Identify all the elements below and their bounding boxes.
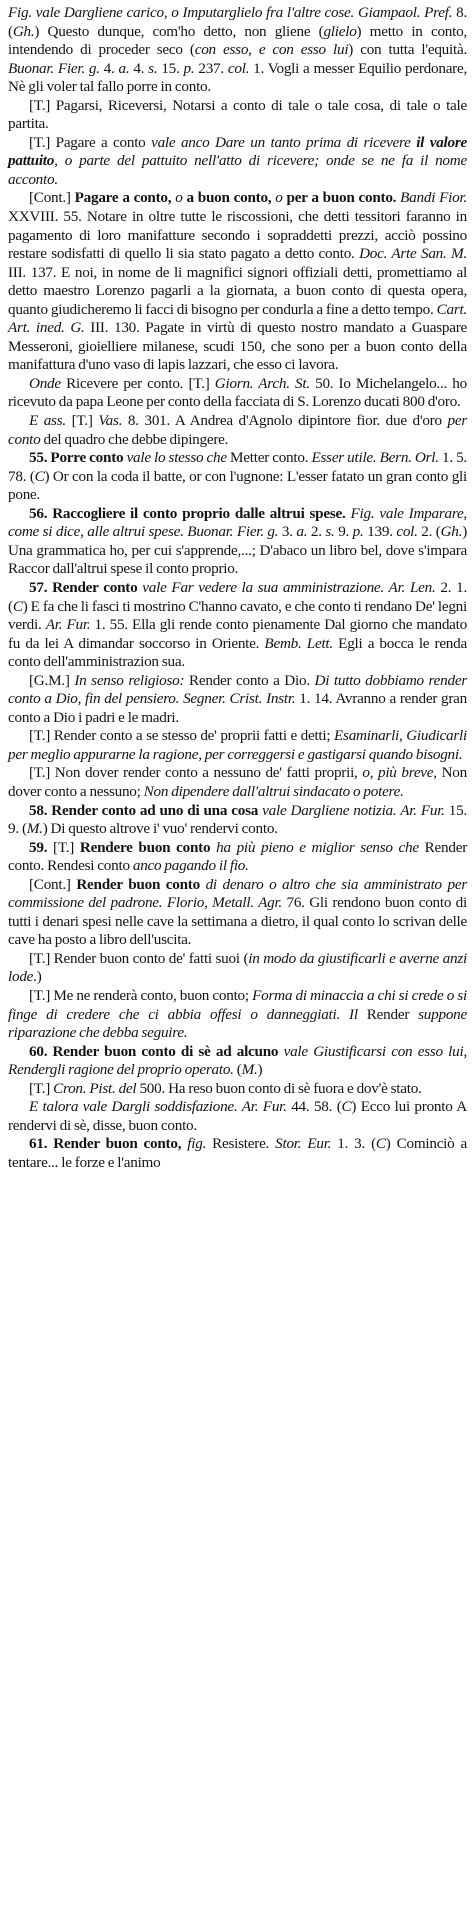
text-run: 2. ( — [417, 523, 441, 541]
text-run: per a buon conto. — [282, 189, 401, 207]
text-run: 1. 55. Ella gli rende conto pienamente Dal giorno che mandato fu da lei A dimandar soccorso in Oriente. — [8, 616, 467, 652]
text-run: Non dipendere dall'altrui sindacato o potere. — [143, 782, 404, 800]
text-run: [Cont.] — [29, 875, 77, 893]
text-run: 3. — [278, 523, 297, 541]
text-run: o — [175, 189, 183, 207]
text-run: glielo — [323, 22, 357, 40]
text-run: C — [12, 597, 23, 615]
text-run: Bandi Fior. — [400, 189, 467, 207]
text-run: ) — [257, 1061, 263, 1079]
text-run: Fig. vale Dargliene carico, o Imputarglielo fra l'altre cose. Giampaol. Pref. — [8, 4, 453, 21]
text-run: Di tutto dobbiamo render conto a Dio, fin del pensiero. Segner. Crist. Instr. — [8, 671, 467, 708]
entry-paragraph — [8, 672, 467, 728]
text-run: [T.] — [53, 838, 80, 856]
text-run: Fig. vale Imparare, come si dice, alle altrui spese. Buonar. Fier. g. — [8, 504, 467, 541]
text-run: suppone riparazione che debba seguire. — [8, 1005, 467, 1042]
entry-paragraph — [8, 876, 467, 950]
entry-paragraph — [8, 727, 467, 764]
text-run: col. — [227, 59, 250, 77]
text-run: 57. Render conto — [29, 578, 143, 596]
text-run: , Non dover conto a nessuno; — [8, 764, 467, 800]
text-run: Ricevere per conto. [T.] — [60, 374, 215, 392]
entry-paragraph — [8, 134, 467, 190]
entry-paragraph — [8, 839, 467, 876]
text-run: Ar. Fur. — [45, 616, 91, 634]
text-run: p. — [352, 523, 364, 541]
text-run: III. 137. E noi, in nome de li magnifici signori offiziali detti, promettiamo al detto maestro Lorenzo pagarli a la giornata, a buon conto di questa opera, quanto giudicheremo li facci di bisogno per condurla a fine a detto tempo. — [8, 263, 467, 318]
text-run: 44. 58. ( — [286, 1098, 342, 1116]
text-run: [T.] Pagare a conto — [29, 133, 152, 151]
text-run: ) Or con la coda il batte, or con l'ugnone: L'esser fatato un gran conto gli pone. — [8, 467, 467, 504]
text-run: [Cont.] — [29, 189, 75, 207]
entry-paragraph — [8, 1098, 467, 1135]
text-run: 1. 14. Avranno a render gran conto a Dio i padri e le madri. — [8, 690, 467, 726]
text-run: Giorn. Arch. St. — [214, 374, 310, 392]
text-run: o, più breve — [362, 764, 434, 782]
text-run: a. — [296, 523, 308, 541]
text-run: vale lo stesso che — [126, 449, 227, 467]
text-run: 9. — [334, 523, 353, 541]
text-run: M. — [26, 820, 43, 838]
text-run: [T.] — [29, 1079, 54, 1097]
text-run: Vas. — [98, 412, 123, 430]
text-run: s. — [325, 523, 335, 541]
text-run: E talora vale Dargli soddisfazione. Ar. Fur. — [29, 1098, 287, 1116]
entry-paragraph — [8, 1135, 467, 1172]
entry-paragraph — [8, 97, 467, 134]
text-run: Render buon conto — [76, 875, 206, 893]
text-run: 15. 9. ( — [8, 801, 468, 838]
text-run: Onde — [29, 374, 61, 392]
text-run: 2. 1. ( — [8, 578, 468, 615]
text-run: 61. Render buon conto, — [29, 1135, 188, 1153]
text-run: 8. ( — [8, 4, 468, 40]
text-run: Metter conto. — [226, 449, 312, 467]
entry-paragraph — [8, 802, 467, 839]
text-run: 2. — [307, 523, 326, 541]
text-run: III. 130. Pagate in virtù di questo nostro mandato a Guaspare Messeroni, gioielliere milanese, scudi 150, che sono per a buon conto della manifattura d'uno vaso di lapis lazzari, che esso ci lavora. — [8, 319, 467, 374]
entry-paragraph — [8, 764, 467, 801]
text-run: C — [375, 1135, 386, 1153]
text-run: del quadro che debbe dipingere. — [40, 430, 229, 448]
text-run: 56. Raccogliere il conto proprio dalle altrui spese. — [29, 504, 351, 522]
text-run: di denaro o altro che sia amministrato per commissione del padrone. Florio, Metall. Agr. — [8, 875, 467, 912]
entry-paragraph — [8, 4, 467, 97]
text-run: [T.] Pagarsi, Riceversi, Notarsi a conto di tale o tale cosa, di tale o tale partita. — [8, 96, 467, 133]
text-run: [G.M.] — [29, 671, 75, 689]
text-run: Cart. Art. ined. G. — [8, 300, 467, 337]
text-run: Cron. Pist. del — [53, 1079, 137, 1097]
text-run: 59. — [29, 838, 54, 856]
text-run: Render conto. Rendesi conto — [8, 838, 468, 875]
text-run: In senso religioso: — [74, 671, 185, 689]
text-run: Forma di minaccia a chi si crede o si finge di credere che ci abbia offesi o danneggiati. Il — [8, 986, 467, 1023]
text-run: ) Questo dunque, com'ho detto, non gliene ( — [34, 22, 324, 40]
text-run: M. — [241, 1061, 258, 1079]
text-run: ) Una grammatica ho, per cui s'apprende,...; D'abaco un libro bel, dove s'impara Raccor dall'altrui spese il conto proprio. — [8, 523, 467, 578]
text-run: Egli a bocca le renda conto dell'amministrazion sua. — [8, 634, 467, 671]
text-run: [T.] Non dover render conto a nessuno de' fatti proprii, — [29, 764, 363, 782]
text-run: ) Cominciò a tentare... le forze e l'animo — [8, 1135, 468, 1171]
text-run: vale anco Dare un tanto prima di ricevere — [151, 133, 417, 151]
text-run: p. — [183, 59, 195, 77]
text-run: col. — [396, 523, 418, 541]
text-run: ) metto in conto, intendendo di proceder seco ( — [8, 22, 468, 59]
text-run: Resistere. — [206, 1135, 276, 1153]
text-run: Render conto a Dio. — [184, 671, 315, 689]
text-run: s. — [148, 59, 158, 77]
entry-paragraph — [8, 505, 467, 579]
text-run: il valore pattuito — [8, 133, 467, 170]
text-run: 8. 301. A Andrea d'Agnolo dipintore fior. due d'oro — [122, 412, 448, 430]
text-run: E ass. — [29, 412, 66, 430]
text-run: Buonar. Fier. g. — [8, 59, 100, 77]
entry-paragraph — [8, 189, 467, 374]
text-run: [T.] — [65, 412, 99, 430]
text-run: .) — [33, 968, 42, 986]
text-run: 76. Gli rendono buon conto di tutti i denari spesi nelle cave la settimana a dietro, il qual conto lo scrivan delle cave ha posto a libro dell'uscita. — [8, 894, 467, 949]
text-run: [T.] Me ne renderà conto, buon conto; — [29, 986, 253, 1004]
text-run: in modo da giustificarli e averne anzi lode — [8, 949, 467, 986]
text-run: ha più pieno e miglior senso che — [216, 838, 419, 856]
text-run: C — [341, 1098, 352, 1116]
text-run: Bemb. Lett. — [264, 634, 333, 652]
text-run: Gh. — [12, 22, 35, 40]
text-run: Pagare a conto, — [74, 189, 176, 207]
text-run: 60. Render buon conto di sè ad alcuno — [29, 1042, 284, 1060]
entry-paragraph — [8, 412, 467, 449]
text-run: 1. 3. ( — [331, 1135, 376, 1153]
entry-paragraph — [8, 449, 467, 505]
text-run: o — [275, 189, 283, 207]
text-run: ) E fa che li fasci ti mostrino C'hanno cavato, e che conto ti rendano De' legni verdi. — [8, 597, 467, 634]
text-run: XXVIII. 55. Notare in oltre tutte le riscossioni, che detti tessitori faranno in pagamento di loro manifatture secondo i sopraddetti prezzi, acciò possino restare sodisfatti di quello li sia stato pagato a detto conto. — [8, 208, 467, 263]
text-run: [T.] Render buon conto de' fatti suoi ( — [29, 949, 249, 967]
entry-paragraph — [8, 1080, 467, 1099]
text-run: a. — [118, 59, 130, 77]
text-run: Esaminarli, Giudicarli per meglio appurarne la ragione, per correggersi e gastigarsi quando bisogni. — [8, 727, 467, 763]
text-run: 139. — [363, 523, 397, 541]
text-run: 4. — [99, 59, 119, 77]
text-run: Esser utile. Bern. Orl. — [311, 449, 439, 467]
text-run: 237. — [194, 59, 228, 77]
text-run: 55. Porre conto — [29, 449, 127, 467]
text-run: con esso, e con esso lui — [194, 41, 349, 59]
text-run: Rendere buon conto — [79, 838, 217, 856]
text-run: 500. Ha reso buon conto di sè fuora e dov'è stato. — [136, 1079, 422, 1097]
text-run: Stor. Eur. — [275, 1135, 332, 1153]
text-run: anco pagando il fio. — [132, 857, 249, 875]
text-run: ) Ecco lui pronto A rendervi di sè, disse, buon conto. — [8, 1098, 467, 1134]
text-run: per conto — [8, 412, 467, 448]
text-run: ) con tutta l'equità. — [348, 41, 467, 59]
text-run: 4. — [129, 59, 149, 77]
text-run: vale Far vedere la sua amministrazione. Ar. Len. — [142, 578, 436, 596]
text-run: vale Giustificarsi con esso lui, Rendergli ragione del proprio operato. — [8, 1042, 468, 1079]
text-run: C — [34, 467, 45, 485]
text-run: ( — [233, 1061, 242, 1079]
text-run: 1. 5. 78. ( — [8, 449, 467, 485]
entry-paragraph — [8, 1043, 467, 1080]
text-run: [T.] Render conto a se stesso de' proprii fatti e detti; — [29, 727, 334, 745]
text-run: 50. Io Michelangelo... ho ricevuto da papa Leone per conto della facciata di S. Lorenzo ducati 800 d'oro. — [8, 374, 467, 411]
entry-paragraph — [8, 950, 467, 987]
text-run: Doc. Arte San. M. — [359, 245, 467, 263]
text-run: 15. — [157, 59, 184, 77]
text-run: ) Di questo altrove i' vuo' rendervi conto. — [42, 820, 278, 838]
text-run: Gh. — [440, 523, 463, 541]
text-run: , o parte del pattuito nell'atto di ricevere; onde se ne fa il nome acconto. — [8, 152, 467, 188]
text-run: vale Dargliene notizia. Ar. Fur. — [262, 801, 445, 819]
entry-paragraph — [8, 987, 467, 1043]
text-run: 58. Render conto ad uno di una cosa — [29, 801, 263, 819]
entry-paragraph — [8, 579, 467, 672]
text-run: a buon conto, — [182, 189, 276, 207]
entry-paragraph — [8, 375, 467, 412]
text-run: 1. Vogli a messer Equilio perdonare, Nè gli voler tal fallo porre in conto. — [8, 59, 468, 96]
text-run: Render — [357, 1005, 419, 1023]
text-run: fig. — [187, 1135, 207, 1153]
